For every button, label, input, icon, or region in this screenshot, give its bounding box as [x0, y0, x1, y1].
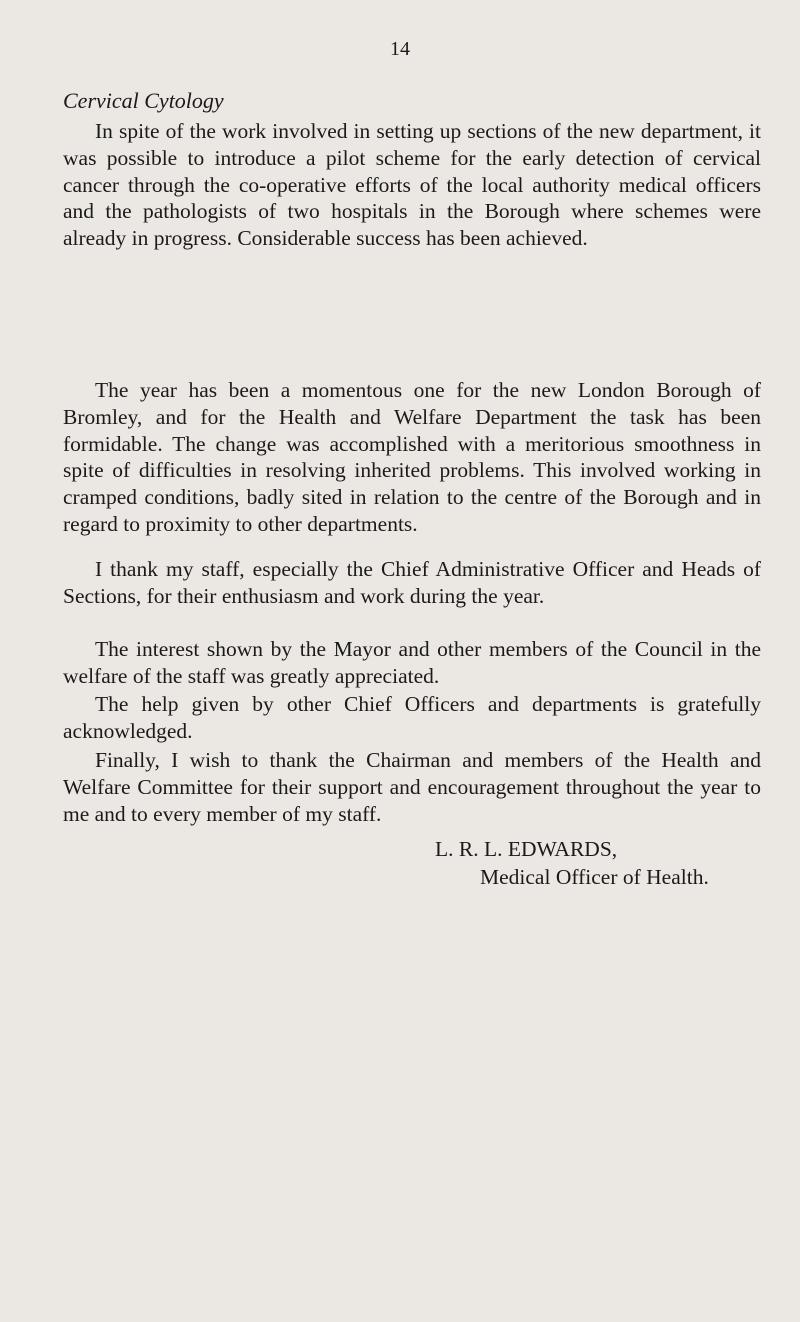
page-number: 14	[390, 38, 410, 60]
section-heading: Cervical Cytology	[63, 88, 224, 113]
paragraph-mayor-interest: The interest shown by the Mayor and other members of the Council in the welfare of the staff was greatly appreciated.	[63, 637, 761, 688]
paragraph-thanks-staff: I thank my staff, especially the Chief Administrative Officer and Heads of Sections, for their enthusiasm and work during the year.	[63, 557, 761, 608]
paragraph-chief-officers: The help given by other Chief Officers and departments is gratefully acknowledged.	[63, 692, 761, 743]
paragraph-momentous-year: The year has been a momentous one for the new London Borough of Bromley, and for the Health and Welfare Department the task has been formidable. The change was accomplished with a meritorious smoothness in spite of difficulties in resolving inherited problems. This involved working in cramped conditions, badly sited in relation to the centre of the Borough and in regard to proximity to other departments.	[63, 378, 761, 536]
signature-title: Medical Officer of Health.	[480, 865, 709, 889]
signature-name: L. R. L. EDWARDS,	[435, 837, 618, 861]
paragraph-cervical-cytology: In spite of the work involved in setting up sections of the new department, it was possible to introduce a pilot scheme for the early detection of cervical cancer through the co-operative efforts of the local authority medical officers and the pathologists of two hospitals in the Borough where schemes were already in progress. Considerable success has been achieved.	[63, 119, 761, 251]
paragraph-committee-thanks: Finally, I wish to thank the Chairman and members of the Health and Welfare Committee for their support and encouragement throughout the year to me and to every member of my staff.	[63, 748, 761, 826]
